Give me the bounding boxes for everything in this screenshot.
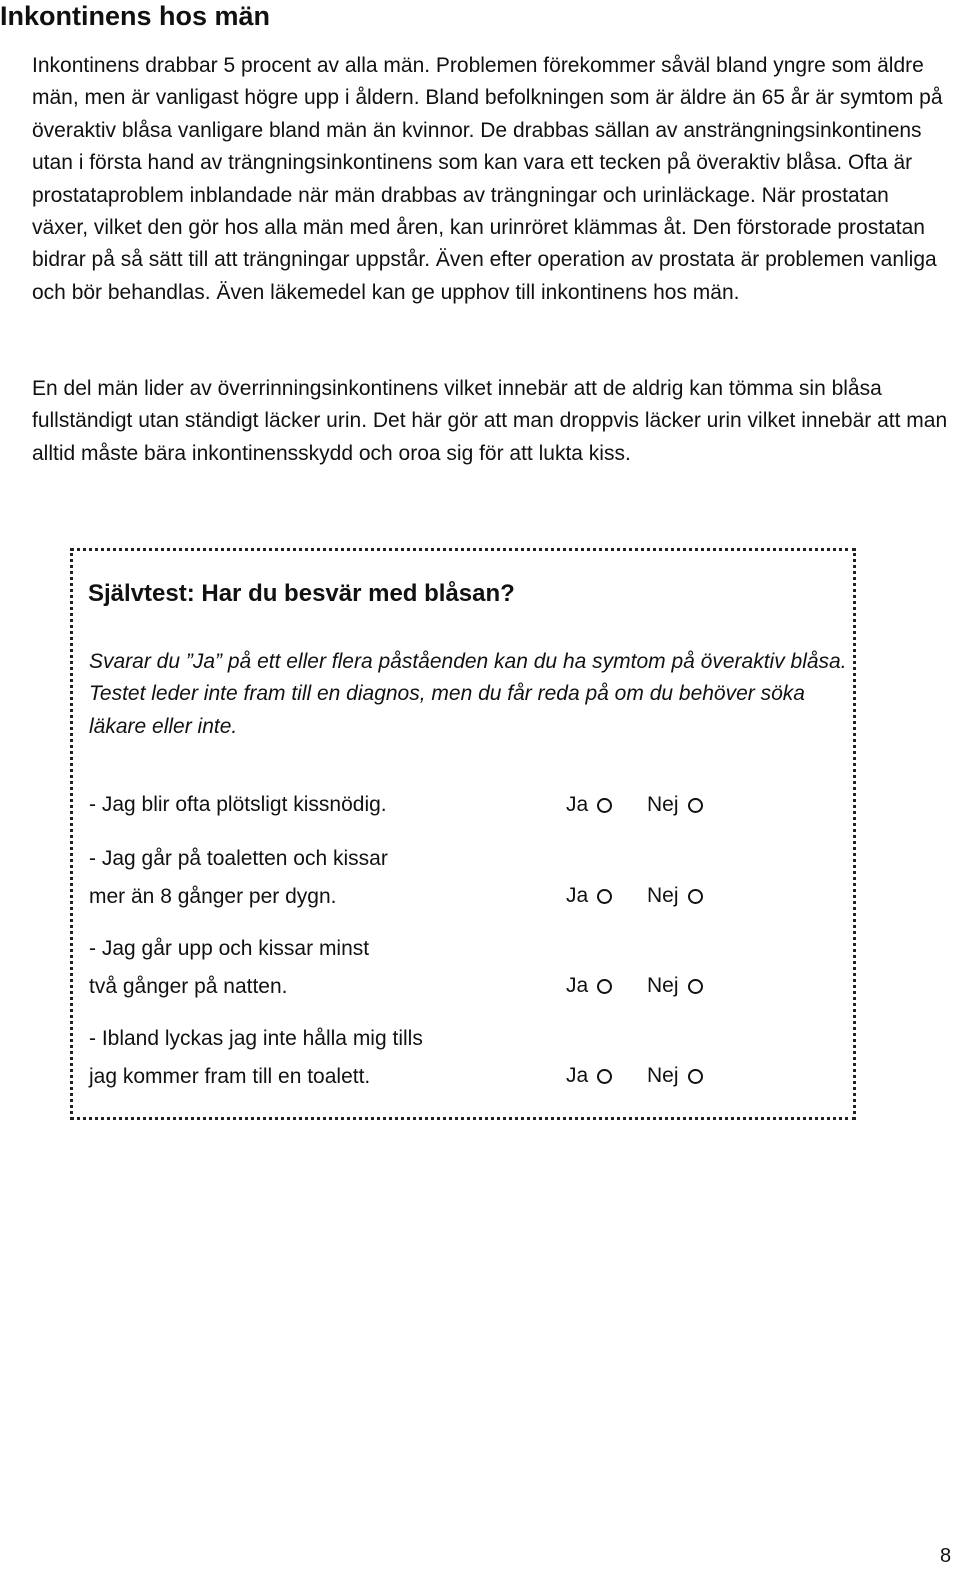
answer-yes-label: Ja [566, 974, 589, 997]
answer-yes-option[interactable] [566, 792, 612, 818]
answer-no-option[interactable] [647, 883, 703, 909]
radio-circle-icon[interactable] [688, 1069, 703, 1084]
answer-yes-option[interactable] [566, 973, 612, 999]
answer-yes-option[interactable] [566, 1063, 612, 1089]
page-number: 8 [940, 1545, 952, 1567]
question-line: - Jag går på toaletten och kissar [89, 847, 388, 870]
page-title: Inkontinens hos män [0, 1, 271, 31]
question-line: - Jag går upp och kissar minst [89, 937, 370, 960]
answer-yes-label: Ja [566, 793, 589, 816]
selftest-intro: Svarar du ”Ja” på ett eller flera påståenden kan du ha symtom på överaktiv blåsa. Testet leder inte fram till en diagnos, men du får reda på om du behöver söka läkare eller inte. [89, 650, 847, 738]
radio-circle-icon[interactable] [597, 798, 612, 813]
radio-circle-icon[interactable] [688, 979, 703, 994]
answer-no-option[interactable] [647, 973, 703, 999]
answer-yes-label: Ja [566, 884, 589, 907]
answer-no-label: Nej [647, 974, 679, 997]
answer-no-option[interactable] [647, 1063, 703, 1089]
body-paragraph: En del män lider av överrinningsinkontinens vilket innebär att de aldrig kan tömma sin blåsa fullständigt utan ständigt läcker urin. Det här gör att man droppvis läcker urin vilket innebär att man alltid måste bära inkontinensskydd och oroa sig för att lukta kiss. [32, 377, 948, 465]
body-paragraph: Inkontinens drabbar 5 procent av alla män. Problemen förekommer såväl bland yngre som äldre män, men är vanligast högre upp i åldern. Bland befolkningen som är äldre än 65 år är symtom på överaktiv blåsa vanligare bland män än kvinnor. De drabbas sällan av ansträngningsinkontinens utan i första hand av trängningsinkontinens som kan vara ett tecken på överaktiv blåsa. Ofta är prostataproblem inblandade när män drabbas av trängningar och urinläckage. När prostatan växer, vilket den gör hos alla män med åren, kan urinröret klämmas åt. Den förstorade prostatan bidrar på så sätt till att trängningar uppstår. Även efter operation av prostata är problemen vanliga och bör behandlas. Även läkemedel kan ge upphov till inkontinens hos män. [32, 54, 943, 304]
answer-no-option[interactable] [647, 792, 703, 818]
answer-no-label: Nej [647, 1064, 679, 1087]
radio-circle-icon[interactable] [597, 1069, 612, 1084]
selftest-question [89, 786, 549, 824]
answer-yes-label: Ja [566, 1064, 589, 1087]
selftest-question [89, 840, 549, 915]
question-line: - Jag blir ofta plötsligt kissnödig. [89, 793, 387, 816]
radio-circle-icon[interactable] [597, 889, 612, 904]
question-line: två gånger på natten. [89, 974, 288, 998]
radio-circle-icon[interactable] [688, 798, 703, 813]
answer-yes-option[interactable] [566, 883, 612, 909]
radio-circle-icon[interactable] [688, 889, 703, 904]
selftest-question [89, 930, 549, 1005]
selftest-title: Självtest: Har du besvär med blåsan? [88, 580, 515, 607]
radio-circle-icon[interactable] [597, 979, 612, 994]
answer-no-label: Nej [647, 884, 679, 907]
question-line: mer än 8 gånger per dygn. [89, 884, 337, 908]
question-line: - Ibland lyckas jag inte hålla mig tills [89, 1027, 423, 1050]
selftest-question [89, 1020, 549, 1095]
answer-no-label: Nej [647, 793, 679, 816]
question-line: jag kommer fram till en toalett. [89, 1064, 371, 1088]
